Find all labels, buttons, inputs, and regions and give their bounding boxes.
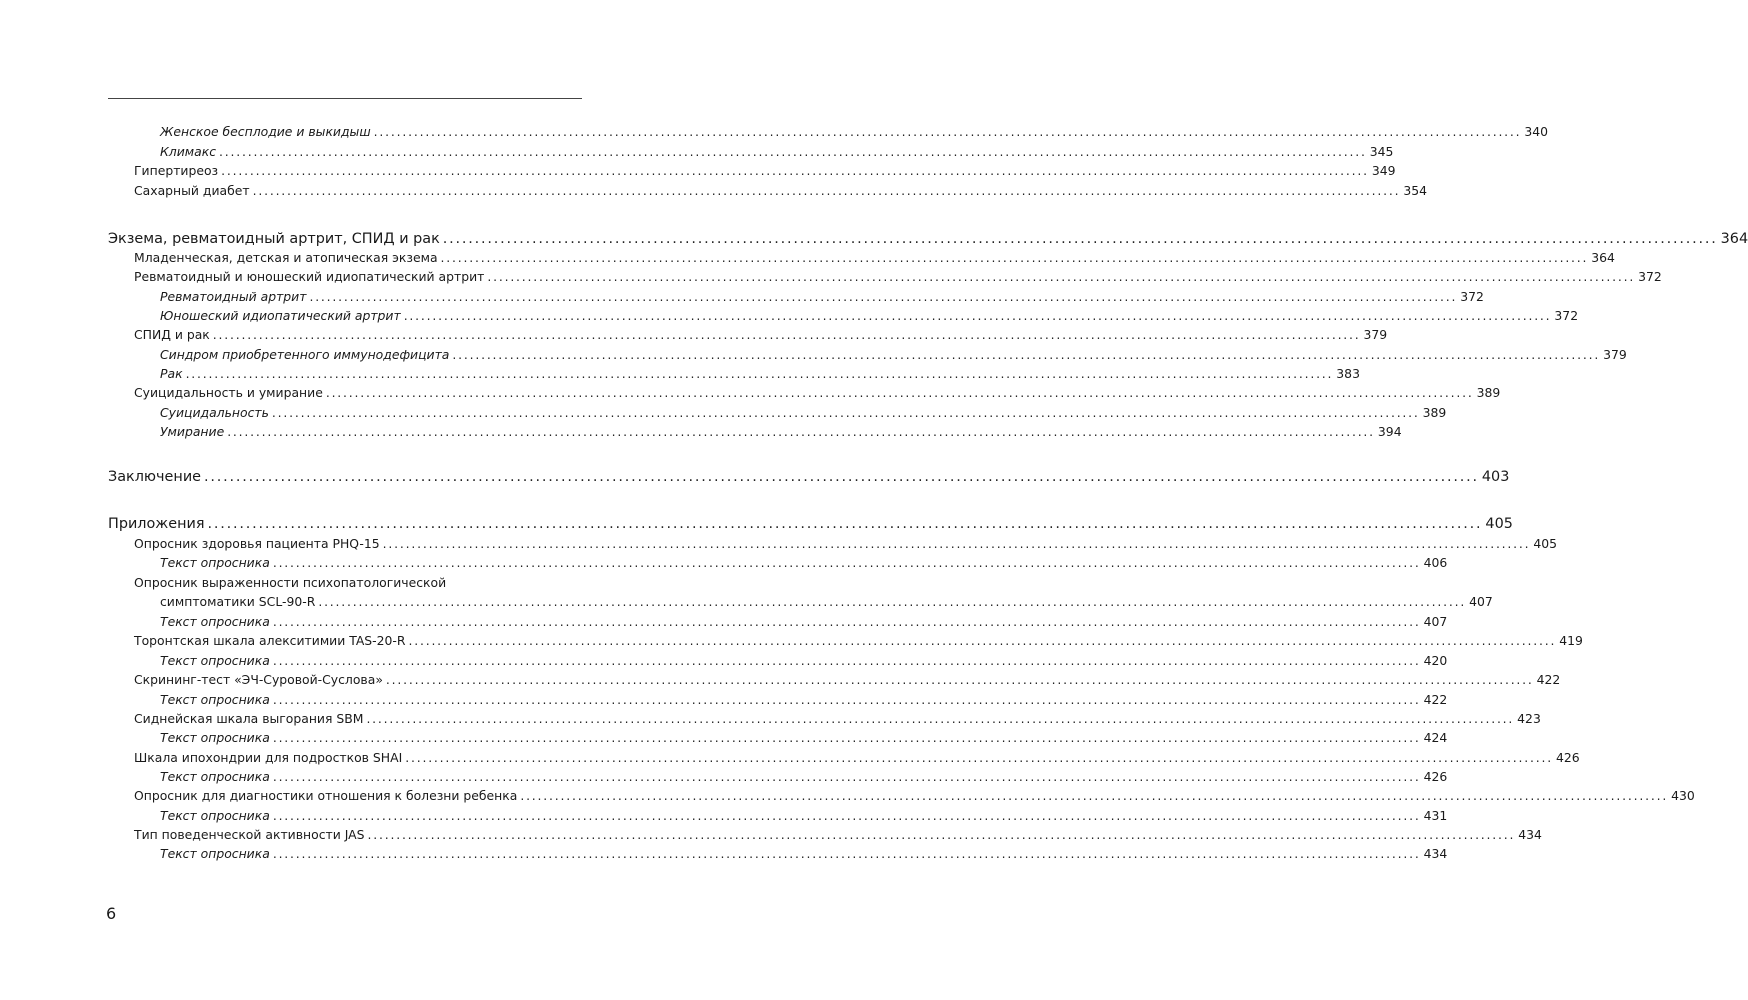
- toc-entry: [108, 229, 1748, 249]
- toc-entry-page: 430: [1671, 788, 1695, 803]
- toc-entry-label: Текст опросника: [160, 730, 270, 745]
- toc-entry: [160, 142, 1394, 162]
- toc-entry: [134, 161, 1396, 181]
- dot-leader: ........................................................................................................................................................................................................: [382, 536, 1531, 551]
- toc-entry-label: симптоматики SCL-90-R: [160, 594, 316, 609]
- toc-entry-label: Шкала ипохондрии для подростков SHAI: [134, 750, 403, 765]
- toc-entry: [160, 364, 1360, 384]
- toc-entry-label: Экзема, ревматоидный артрит, СПИД и рак: [108, 231, 440, 247]
- toc-entry: [134, 383, 1501, 403]
- dot-leader: ........................................................................................................................................................................................................: [272, 808, 1421, 823]
- toc-entry-label: Опросник для диагностики отношения к болезни ребенка: [134, 788, 518, 803]
- toc-entry: [134, 325, 1388, 345]
- toc-entry-label: Текст опросника: [160, 692, 270, 707]
- dot-leader: ........................................................................................................................................................................................................: [408, 633, 1557, 648]
- dot-leader: ........................................................................................................................................................................................................: [309, 289, 1458, 304]
- toc-entry-page: 372: [1638, 269, 1662, 284]
- dot-leader: ........................................................................................................................................................................................................: [373, 124, 1522, 139]
- dot-leader: ........................................................................................................................................................................................................: [221, 163, 1369, 178]
- toc-entry: [134, 786, 1695, 806]
- toc-entry: [160, 844, 1448, 864]
- toc-entry-page: 394: [1377, 424, 1402, 439]
- toc-entry-label: Юношеский идиопатический артрит: [160, 308, 401, 323]
- dot-leader: ........................................................................................................................................................................................................: [520, 788, 1669, 803]
- toc-entry: [160, 422, 1402, 442]
- toc-entry-page: 364: [1720, 231, 1748, 247]
- dot-leader: ........................................................................................................................................................................................................: [272, 555, 1421, 570]
- dot-leader: ........................................................................................................................................................................................................: [366, 711, 1515, 726]
- toc-entry-page: 422: [1423, 692, 1448, 707]
- dot-leader: ........................................................................................................................................................................................................: [272, 692, 1421, 707]
- toc-entry-page: 419: [1559, 633, 1583, 648]
- toc-entry: [160, 806, 1448, 826]
- toc-entry-page: 426: [1555, 750, 1580, 765]
- dot-leader: ........................................................................................................................................................................................................: [487, 269, 1636, 284]
- toc-entry: [160, 767, 1448, 787]
- toc-entry: [160, 287, 1484, 307]
- dot-leader: ........................................................................................................................................................................................................: [271, 405, 1420, 420]
- toc-entry: [134, 670, 1561, 690]
- toc-entry: [160, 651, 1448, 671]
- toc-entry-label: Текст опросника: [160, 769, 270, 784]
- toc-entry: [160, 553, 1448, 573]
- dot-leader: ........................................................................................................................................................................................................: [185, 366, 1334, 381]
- toc-entry-page: 406: [1423, 555, 1448, 570]
- toc-entry-page: 434: [1423, 846, 1448, 861]
- toc-entry-page: 420: [1423, 653, 1448, 668]
- toc-entry-label: Опросник выраженности психопатологической: [134, 575, 447, 590]
- toc-entry-page: 345: [1369, 144, 1394, 159]
- dot-leader: ........................................................................................................................................................................................................: [272, 614, 1421, 629]
- toc-entry-page: 372: [1554, 308, 1579, 323]
- toc-entry: [134, 748, 1580, 768]
- toc-entry: [160, 728, 1448, 748]
- toc-entry-label: Опросник здоровья пациента PHQ-15: [134, 536, 380, 551]
- toc-entry-label: Заключение: [108, 469, 202, 485]
- toc-entry-label: Ревматоидный и юношеский идиопатический артрит: [134, 269, 485, 284]
- toc-entry-label: Текст опросника: [160, 808, 270, 823]
- toc-entry-page: 349: [1371, 163, 1396, 178]
- toc-entry: [134, 631, 1583, 651]
- toc-entry-page: 422: [1536, 672, 1561, 687]
- toc-entry-page: 379: [1603, 347, 1627, 362]
- toc-entry: [134, 534, 1558, 554]
- toc-entry: [134, 825, 1542, 845]
- toc-entry: [108, 514, 1513, 534]
- toc-entry-label: Суицидальность и умирание: [134, 385, 323, 400]
- toc-entry-label: СПИД и рак: [134, 327, 210, 342]
- toc-entry-page: 389: [1476, 385, 1501, 400]
- toc-entry-label: Женское бесплодие и выкидыш: [160, 124, 371, 139]
- toc-entry-label: Скрининг-тест «ЭЧ-Суровой-Суслова»: [134, 672, 383, 687]
- toc-entry-page: 405: [1485, 516, 1513, 532]
- dot-leader: ........................................................................................................................................................................................................: [272, 653, 1421, 668]
- dot-leader: ........................................................................................................................................................................................................: [212, 327, 1361, 342]
- dot-leader: ........................................................................................................................................................................................................: [442, 231, 1718, 247]
- toc-entry-label: Текст опросника: [160, 653, 270, 668]
- toc-entry-label: Текст опросника: [160, 555, 270, 570]
- toc-entry: [160, 403, 1447, 423]
- toc-entry: [160, 612, 1448, 632]
- toc-entry: [160, 592, 1493, 612]
- toc-entry-page: 403: [1481, 469, 1510, 485]
- toc-entry-label: Тип поведенческой активности JAS: [134, 827, 365, 842]
- toc-entry-label: Ревматоидный артрит: [160, 289, 307, 304]
- dot-leader: ........................................................................................................................................................................................................: [452, 347, 1601, 362]
- dot-leader: ........................................................................................................................................................................................................: [440, 250, 1589, 265]
- toc-entry-label: Климакс: [160, 144, 217, 159]
- toc-entry-label: Суицидальность: [160, 405, 269, 420]
- toc-entry-label: Торонтская шкала алекситимии TAS-20-R: [134, 633, 406, 648]
- toc-entry-page: 383: [1336, 366, 1360, 381]
- dot-leader: ........................................................................................................................................................................................................: [367, 827, 1516, 842]
- toc-entry-label: Сиднейская шкала выгорания SBM: [134, 711, 364, 726]
- dot-leader: ........................................................................................................................................................................................................: [318, 594, 1467, 609]
- dot-leader: ........................................................................................................................................................................................................: [385, 672, 1534, 687]
- toc-entry-page: 423: [1517, 711, 1541, 726]
- dot-leader: ........................................................................................................................................................................................................: [405, 750, 1553, 765]
- dot-leader: ........................................................................................................................................................................................................: [204, 469, 1479, 485]
- toc-entry: [134, 267, 1662, 287]
- toc-entry-label: Текст опросника: [160, 614, 270, 629]
- toc-entry: [160, 690, 1448, 710]
- toc-entry-page: 364: [1591, 250, 1615, 265]
- toc-entry-page: 379: [1363, 327, 1388, 342]
- toc-entry-label: Сахарный диабет: [134, 183, 250, 198]
- page-number: 6: [106, 904, 117, 923]
- toc-entry-page: 407: [1469, 594, 1493, 609]
- toc-entry-page: 424: [1423, 730, 1448, 745]
- toc-entry: [134, 709, 1541, 729]
- dot-leader: ........................................................................................................................................................................................................: [403, 308, 1552, 323]
- dot-leader: ........................................................................................................................................................................................................: [219, 144, 1367, 159]
- dot-leader: ........................................................................................................................................................................................................: [325, 385, 1474, 400]
- toc-entry: [160, 122, 1549, 142]
- toc-entry-page: 407: [1423, 614, 1448, 629]
- toc-entry-label: Текст опросника: [160, 846, 270, 861]
- toc-entry: [160, 306, 1579, 326]
- toc-entry: [108, 467, 1510, 487]
- toc-entry-page: 426: [1423, 769, 1448, 784]
- toc-entry-page: 340: [1524, 124, 1549, 139]
- toc-entry-label: Младенческая, детская и атопическая экзема: [134, 250, 438, 265]
- toc-entry-label: Приложения: [108, 516, 205, 532]
- toc-entry-label: Гипертиреоз: [134, 163, 219, 178]
- toc-entry-page: 389: [1422, 405, 1447, 420]
- toc-entry-page: 354: [1403, 183, 1427, 198]
- toc-entry-page: 431: [1423, 808, 1448, 823]
- toc-entry: [134, 248, 1615, 268]
- dot-leader: ........................................................................................................................................................................................................: [207, 516, 1483, 532]
- dot-leader: ........................................................................................................................................................................................................: [252, 183, 1401, 198]
- toc-entry-label: Рак: [160, 366, 183, 381]
- dot-leader: ........................................................................................................................................................................................................: [272, 846, 1421, 861]
- dot-leader: ........................................................................................................................................................................................................: [272, 769, 1421, 784]
- toc-entry-label: Синдром приобретенного иммунодефицита: [160, 347, 450, 362]
- toc-entry-page: 372: [1460, 289, 1484, 304]
- dot-leader: ........................................................................................................................................................................................................: [227, 424, 1375, 439]
- dot-leader: ........................................................................................................................................................................................................: [272, 730, 1421, 745]
- toc-entry-page: 434: [1518, 827, 1542, 842]
- toc-entry: [160, 345, 1627, 365]
- toc-entry: [134, 181, 1427, 201]
- toc-entry-page: 405: [1533, 536, 1558, 551]
- toc-entry-label: Умирание: [160, 424, 225, 439]
